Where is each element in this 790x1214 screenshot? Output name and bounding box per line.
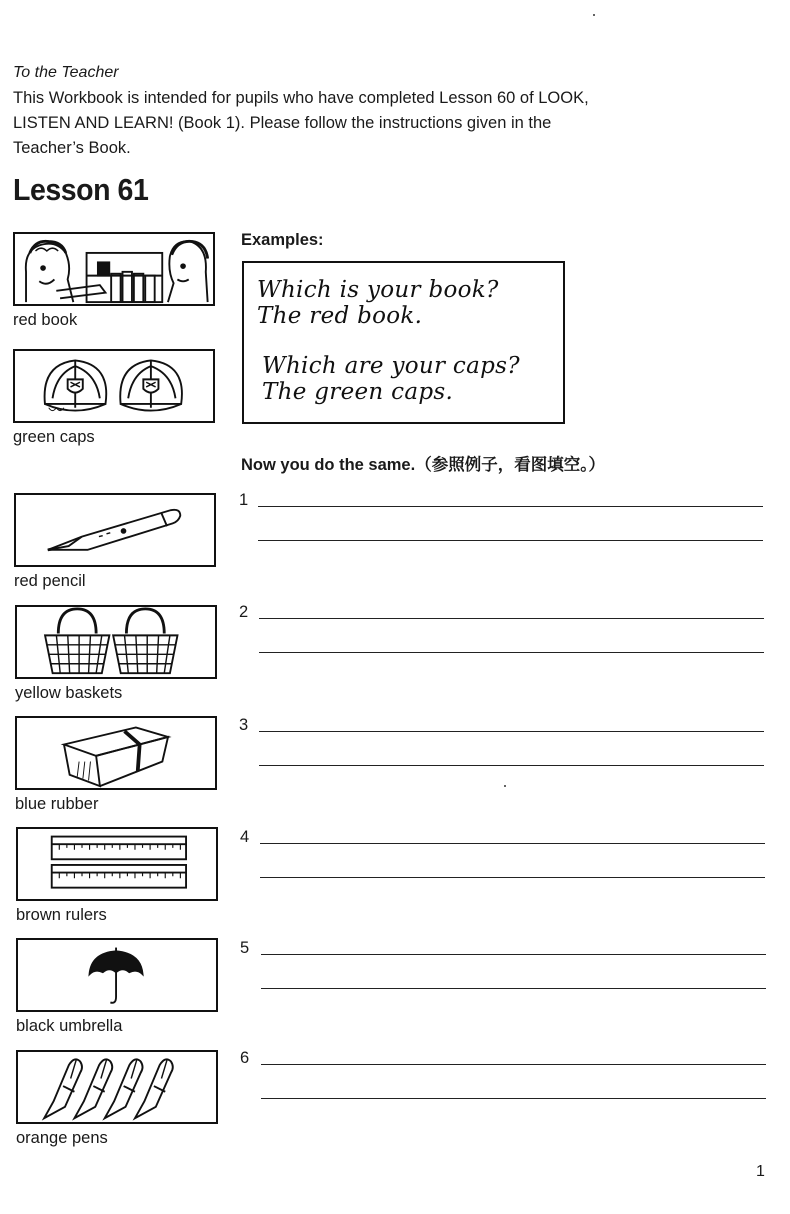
page-number: 1 xyxy=(756,1163,765,1180)
exercise-number: 4 xyxy=(240,828,250,846)
answer-line[interactable] xyxy=(260,843,765,844)
print-speck xyxy=(593,14,595,16)
answer-line[interactable] xyxy=(261,1098,766,1099)
picture-caption: red book xyxy=(13,311,78,329)
lesson-title: Lesson 61 xyxy=(13,172,149,207)
instruction: Now you do the same.（参照例子，看图填空。） xyxy=(241,456,605,474)
answer-line[interactable] xyxy=(259,652,764,653)
exercise-number: 1 xyxy=(239,491,249,509)
answer-line[interactable] xyxy=(258,506,763,507)
picture-caption: blue rubber xyxy=(15,795,99,813)
picture-caption: orange pens xyxy=(16,1129,108,1147)
exercise-number: 5 xyxy=(240,939,250,957)
answer-line[interactable] xyxy=(259,731,764,732)
examples-label: Examples: xyxy=(241,231,324,249)
exercise-number: 6 xyxy=(240,1049,250,1067)
teacher-note-line: This Workbook is intended for pupils who have completed Lesson 60 of LOOK, xyxy=(13,89,589,107)
umbrella-picture xyxy=(16,938,218,1012)
baskets-picture xyxy=(15,605,217,679)
example-question: Which is your book? xyxy=(257,277,499,303)
answer-line[interactable] xyxy=(259,618,764,619)
answer-line[interactable] xyxy=(260,877,765,878)
answer-line[interactable] xyxy=(261,988,766,989)
picture-caption: brown rulers xyxy=(16,906,107,924)
picture-caption: black umbrella xyxy=(16,1017,123,1035)
children-bookshelf-picture xyxy=(13,232,215,306)
picture-caption: green caps xyxy=(13,428,95,446)
pencil-picture xyxy=(14,493,216,567)
answer-line[interactable] xyxy=(261,1064,766,1065)
print-speck xyxy=(504,785,506,787)
picture-caption: red pencil xyxy=(14,572,86,590)
exercise-number: 2 xyxy=(239,603,249,621)
answer-line[interactable] xyxy=(258,540,763,541)
example-answer: The green caps. xyxy=(262,379,454,405)
teacher-note-line: Teacher’s Book. xyxy=(13,139,131,157)
rulers-picture xyxy=(16,827,218,901)
pens-picture xyxy=(16,1050,218,1124)
teacher-note-heading: To the Teacher xyxy=(13,64,119,81)
example-question: Which are your caps? xyxy=(262,353,520,379)
example-answer: The red book. xyxy=(257,303,423,329)
teacher-note-line: LISTEN AND LEARN! (Book 1). Please follow the instructions given in the xyxy=(13,114,552,132)
exercise-number: 3 xyxy=(239,716,249,734)
teacher-note-body xyxy=(13,86,673,161)
answer-line[interactable] xyxy=(259,765,764,766)
answer-line[interactable] xyxy=(261,954,766,955)
caps-picture xyxy=(13,349,215,423)
picture-caption: yellow baskets xyxy=(15,684,123,702)
rubber-picture xyxy=(15,716,217,790)
